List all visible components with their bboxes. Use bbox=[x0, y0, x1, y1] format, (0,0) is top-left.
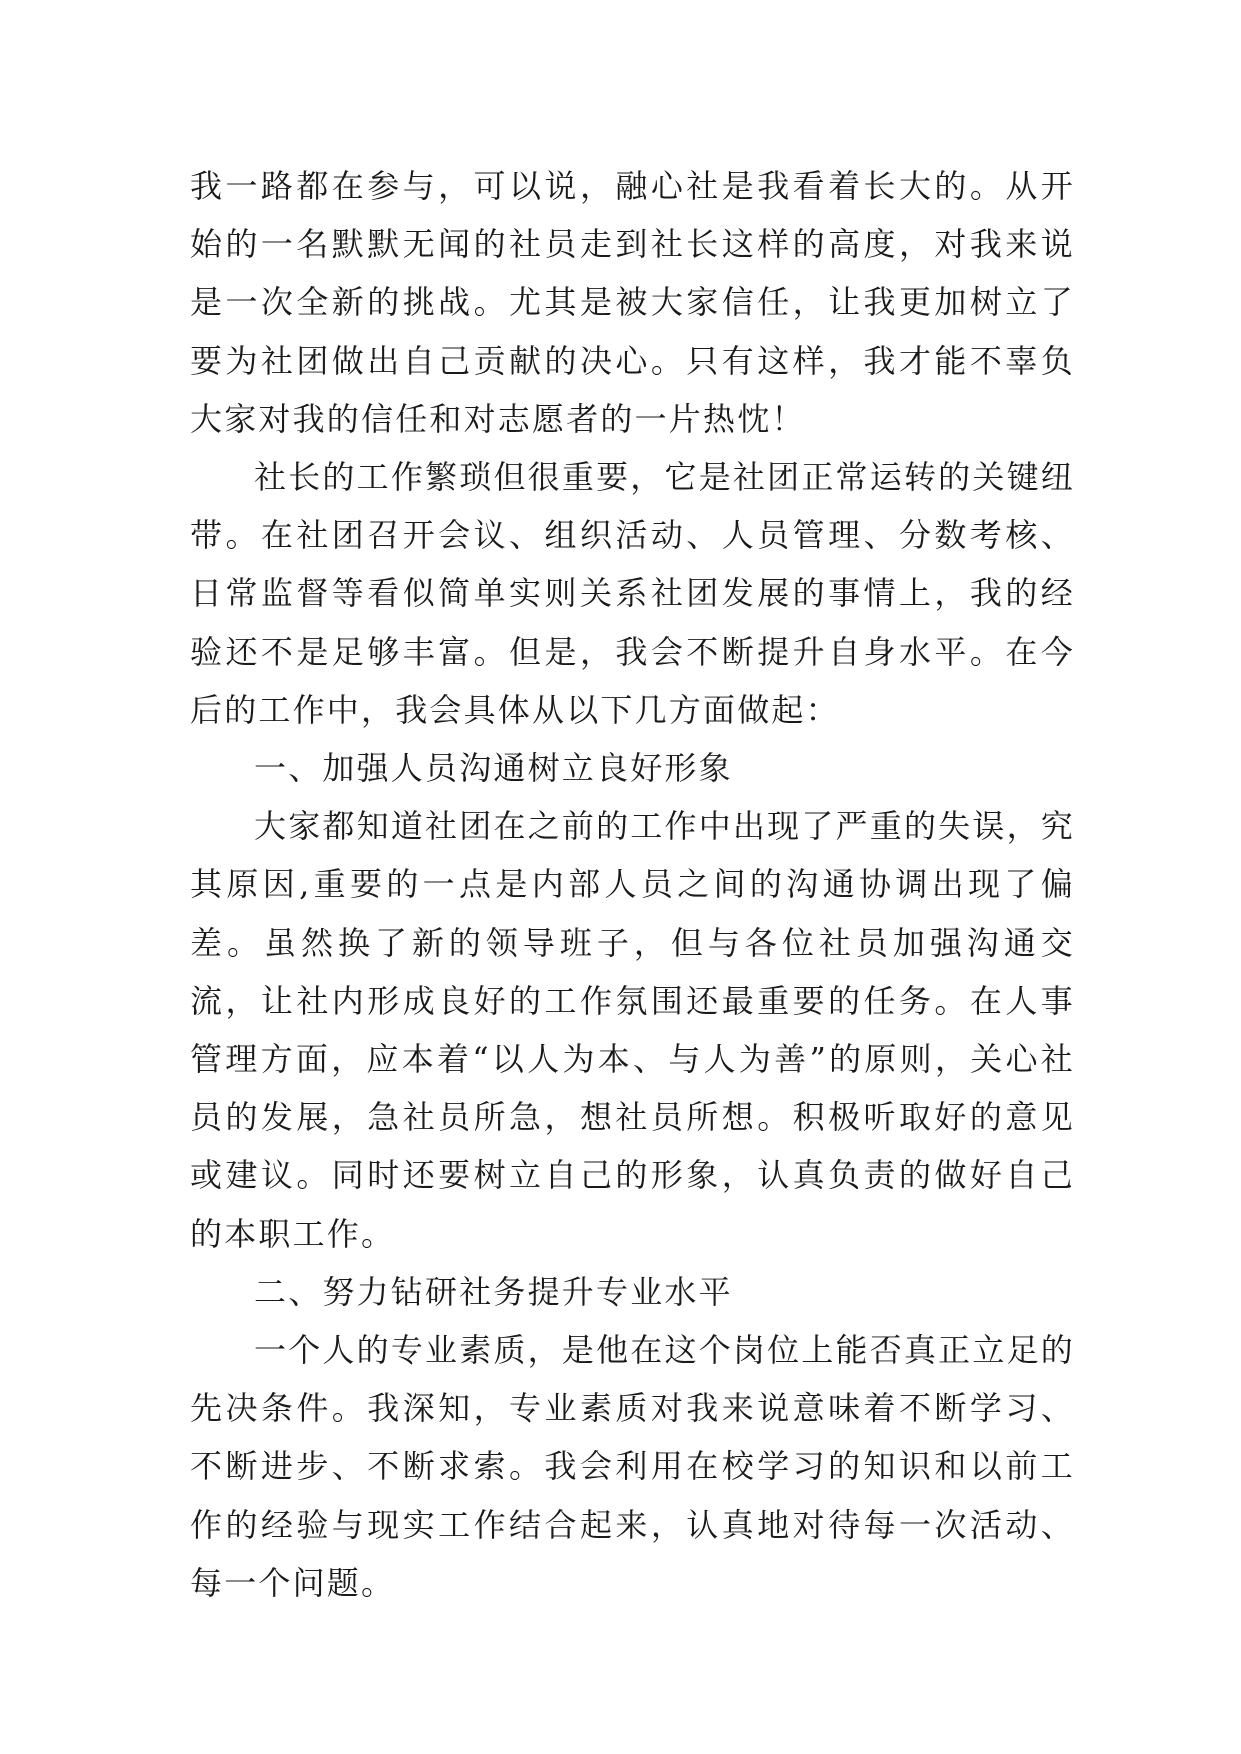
paragraph-4: 一个人的专业素质，是他在这个岗位上能否真正立足的先决条件。我深知，专业素质对我来说意味着不断学习、不断进步、不断求索。我会利用在校学习的知识和以前工作的经验与现实工作结合起来，认真地对待每一次活动、每一个问题。 bbox=[190, 1331, 1075, 1602]
paragraph-1: 我一路都在参与，可以说，融心社是我看着长大的。从开始的一名默默无闻的社员走到社长这样的高度，对我来说是一次全新的挑战。尤其是被大家信任，让我更加树立了要为社团做出自己贡献的决心。只有这样，我才能不辜负大家对我的信任和对志愿者的一片热忱！ bbox=[190, 167, 1075, 438]
section-heading-2: 二、努力钻研社务提升专业水平 bbox=[254, 1272, 733, 1311]
section-heading-1: 一、加强人员沟通树立良好形象 bbox=[254, 749, 733, 788]
paragraph-3: 大家都知道社团在之前的工作中出现了严重的失误，究其原因,重要的一点是内部人员之间的沟通协调出现了偏差。虽然换了新的领导班子，但与各位社员加强沟通交流，让社内形成良好的工作氛围还最重要的任务。在人事管理方面，应本着“以人为本、与人为善”的原则，关心社员的发展，急社员所急，想社员所想。积极听取好的意见或建议。同时还要树立自己的形象，认真负责的做好自己的本职工作。 bbox=[190, 807, 1075, 1253]
paragraph-2: 社长的工作繁琐但很重要，它是社团正常运转的关键纽带。在社团召开会议、组织活动、人员管理、分数考核、日常监督等看似简单实则关系社团发展的事情上，我的经验还不是足够丰富。但是，我会不断提升自身水平。在今后的工作中，我会具体从以下几方面做起： bbox=[190, 458, 1075, 729]
document-body bbox=[190, 157, 1075, 1612]
